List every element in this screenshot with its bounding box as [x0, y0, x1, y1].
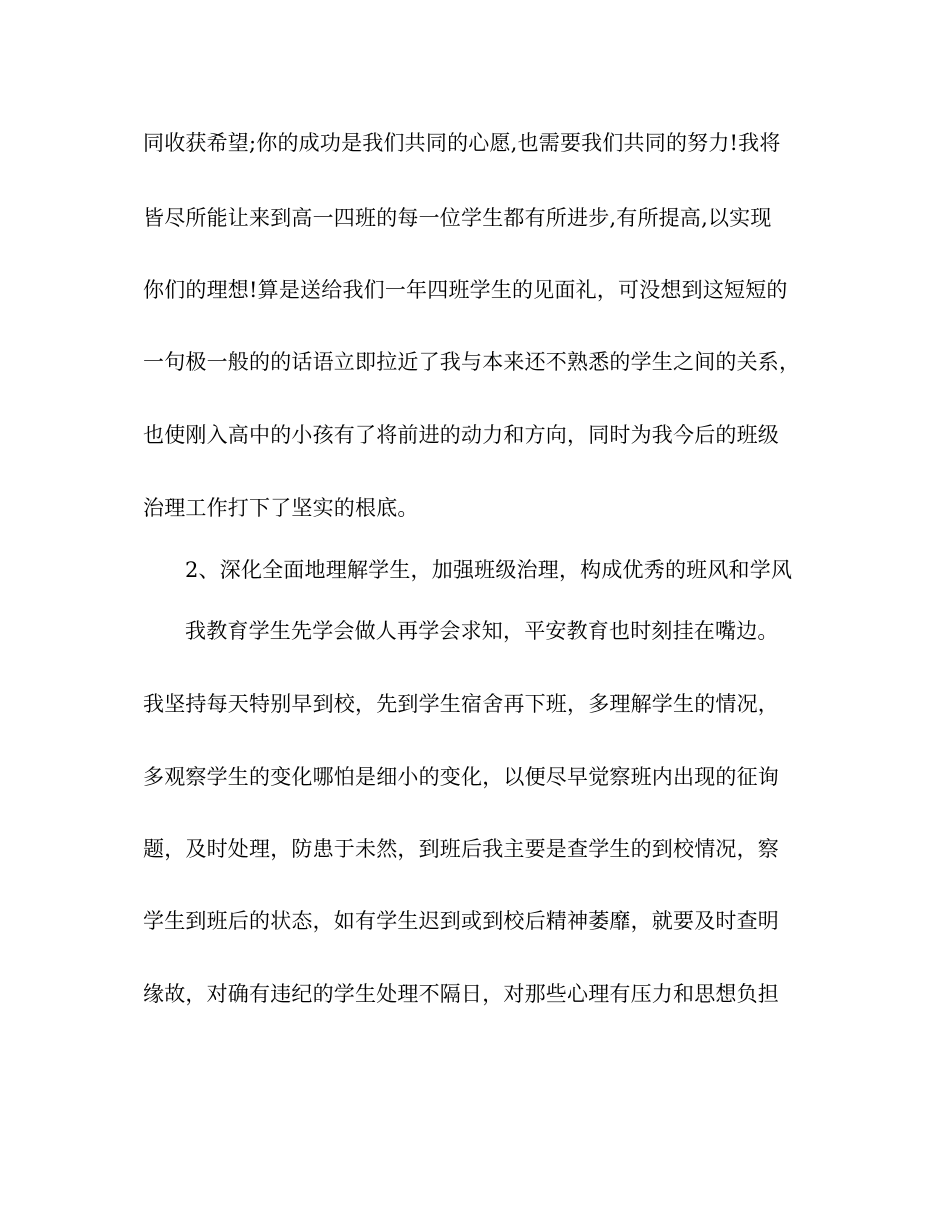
- paragraph-line: 你们的理想!算是送给我们一年四班学生的见面礼，可没想到这短短的: [143, 278, 788, 302]
- paragraph-line: 我教育学生先学会做人再学会求知，平安教育也时刻挂在嘴边。: [185, 619, 779, 643]
- paragraph-line: 我坚持每天特别早到校，先到学生宿舍再下班，多理解学生的情况，: [143, 692, 779, 716]
- paragraph-line: 题，及时处理，防患于未然，到班后我主要是查学生的到校情况，察: [143, 837, 779, 861]
- paragraph-line: 学生到班后的状态，如有学生迟到或到校后精神萎靡，就要及时查明: [143, 909, 779, 933]
- paragraph-line: 同收获希望;你的成功是我们共同的心愿,也需要我们共同的努力!我将: [143, 131, 781, 155]
- section-heading: 2、深化全面地理解学生，加强班级治理，构成优秀的班风和学风: [185, 558, 793, 582]
- paragraph-line: 治理工作打下了坚实的根底。: [143, 496, 419, 520]
- paragraph-line: 一句极一般的的话语立即拉近了我与本来还不熟悉的学生之间的关系，: [143, 350, 801, 374]
- paragraph-line: 多观察学生的变化哪怕是细小的变化，以便尽早觉察班内出现的征询: [143, 765, 779, 789]
- paragraph-line: 也使刚入高中的小孩有了将前进的动力和方向，同时为我今后的班级: [143, 423, 779, 447]
- paragraph-line: 皆尽所能让来到高一四班的每一位学生都有所进步,有所提高,以实现: [143, 206, 772, 230]
- paragraph-line: 缘故，对确有违纪的学生处理不隔日，对那些心理有压力和思想负担: [143, 982, 779, 1006]
